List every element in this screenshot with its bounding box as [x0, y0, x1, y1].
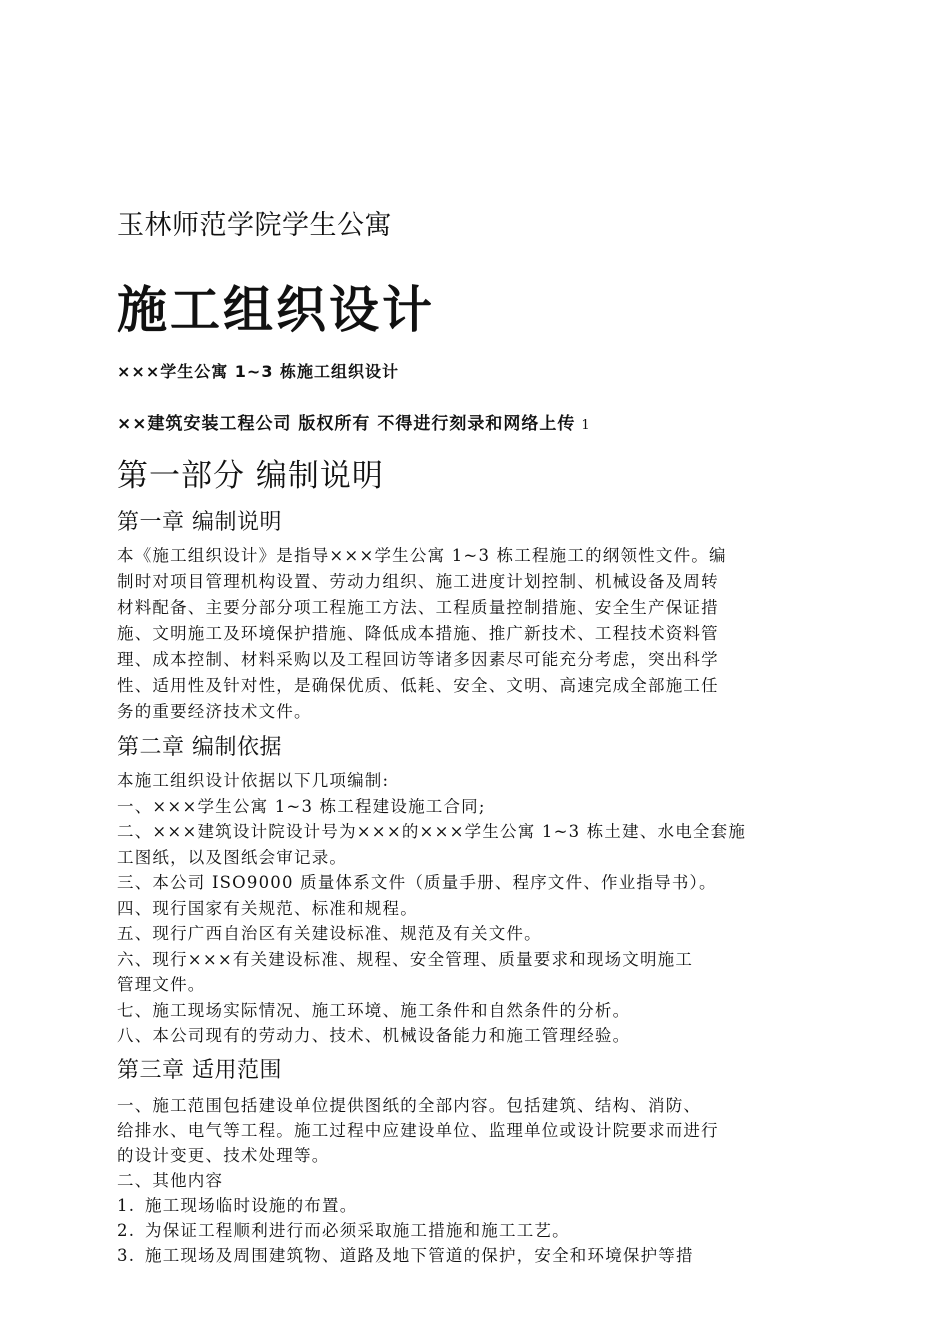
- item-text: 施工现场临时设施的布置。: [145, 1196, 358, 1215]
- numbered-item: [117, 1243, 719, 1268]
- paragraph-line: 务的重要经济技术文件。: [117, 702, 312, 721]
- chapter-body: [117, 1093, 719, 1268]
- paragraph-line: 给排水、电气等工程。施工过程中应建设单位、监理单位或设计院要求而进行: [117, 1121, 719, 1140]
- paragraph-line: 施、文明施工及环境保护措施、降低成本措施、推广新技术、工程技术资料管: [117, 624, 719, 643]
- part-title: 第一部分 编制说明: [117, 458, 384, 494]
- document-subtitle: ×××学生公寓 1~3 栋施工组织设计: [117, 362, 400, 381]
- paragraph-line: 理、成本控制、材料采购以及工程回访等诸多因素尽可能充分考虑，突出科学: [117, 650, 719, 669]
- item-text: 为保证工程顺利进行而必须采取施工措施和施工工艺。: [145, 1221, 570, 1240]
- copyright-notice: [117, 409, 590, 434]
- paragraph-line: 本《施工组织设计》是指导×××学生公寓 1~3 栋工程施工的纲领性文件。编: [117, 546, 727, 565]
- list-item: 一、×××学生公寓 1~3 栋工程建设施工合同;: [117, 796, 486, 816]
- paragraph-line: 材料配备、主要分部分项工程施工方法、工程质量控制措施、安全生产保证措: [117, 598, 719, 617]
- list-item: 七、施工现场实际情况、施工环境、施工条件和自然条件的分析。: [117, 1000, 631, 1020]
- list-item: 六、现行×××有关建设标准、规程、安全管理、质量要求和现场文明施工: [117, 949, 694, 969]
- paragraph-line: 的设计变更、技术处理等。: [117, 1146, 330, 1165]
- list-item: 四、现行国家有关规范、标准和规程。: [117, 898, 418, 918]
- item-number: 1.: [117, 1196, 136, 1215]
- list-item: 八、本公司现有的劳动力、技术、机械设备能力和施工管理经验。: [117, 1026, 631, 1045]
- chapter-body: [117, 768, 746, 1049]
- list-item: 三、本公司 ISO9000 质量体系文件（质量手册、程序文件、作业指导书）。: [117, 873, 717, 892]
- page-number: 1: [581, 418, 590, 433]
- list-item: 五、现行广西自治区有关建设标准、规范及有关文件。: [117, 924, 542, 943]
- paragraph-line: 二、其他内容: [117, 1171, 224, 1190]
- numbered-item: [117, 1193, 719, 1218]
- project-name: 玉林师范学院学生公寓: [117, 210, 392, 241]
- document-title: 施工组织设计: [117, 281, 435, 339]
- list-item-continuation: 工图纸，以及图纸会审记录。: [117, 847, 348, 867]
- paragraph-line: 一、施工范围包括建设单位提供图纸的全部内容。包括建筑、结构、消防、: [117, 1096, 702, 1115]
- item-text: 施工现场及周围建筑物、道路及地下管道的保护，安全和环境保护等措: [145, 1246, 694, 1265]
- chapter-heading: 第三章 适用范围: [117, 1058, 282, 1083]
- item-number: 2.: [117, 1221, 136, 1240]
- numbered-item: [117, 1218, 719, 1243]
- copyright-text: ××建筑安装工程公司 版权所有 不得进行刻录和网络上传: [117, 414, 576, 434]
- item-number: 3.: [117, 1246, 136, 1265]
- chapter-body: [117, 543, 727, 725]
- paragraph-line: 性、适用性及针对性，是确保优质、低耗、安全、文明、高速完成全部施工任: [117, 676, 719, 695]
- paragraph-line: 本施工组织设计依据以下几项编制:: [117, 771, 390, 790]
- paragraph-line: 制时对项目管理机构设置、劳动力组织、施工进度计划控制、机械设备及周转: [117, 572, 719, 591]
- chapter-heading: 第一章 编制说明: [117, 510, 282, 535]
- chapter-heading: 第二章 编制依据: [117, 735, 282, 760]
- list-item: 二、×××建筑设计院设计号为×××的×××学生公寓 1~3 栋土建、水电全套施: [117, 822, 747, 841]
- list-item-continuation: 管理文件。: [117, 975, 206, 994]
